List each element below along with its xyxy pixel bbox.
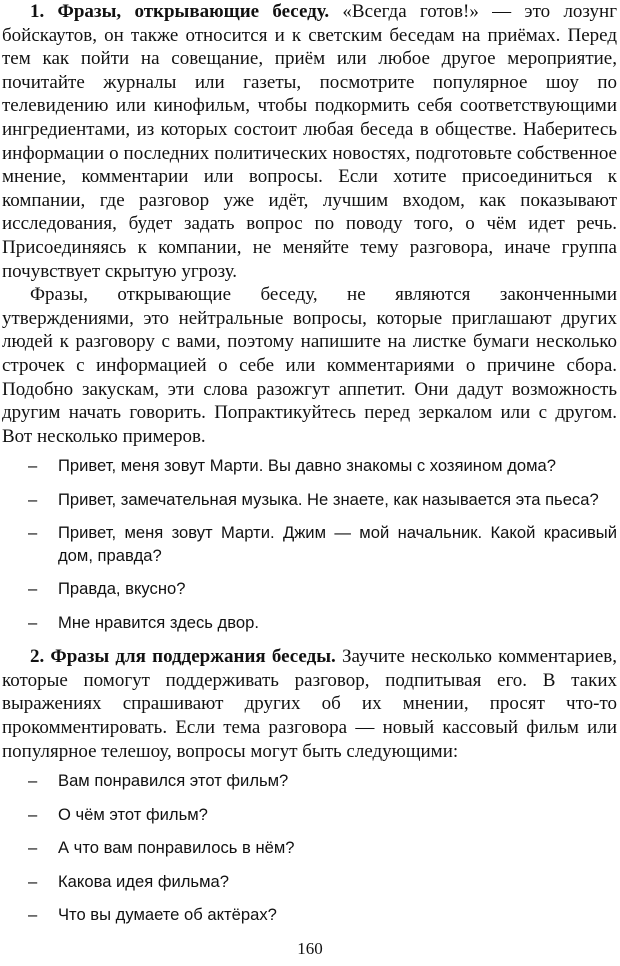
list-item-text: Что вы думаете об актёрах?	[58, 905, 277, 925]
section1-paragraph2: Фразы, открывающие беседу, не являются законченными утверждениями, это нейтральные вопросы, которые приглашают других людей к разговору с вами, поэтому напишите на листке бумаги несколько строчек с информацией о себе или комментариями о причине сбора. Подобно закускам, эти слова разожгут аппетит. Они дадут возможность другим начать говорить. Попрактикуйтесь перед зеркалом или с другом. Вот несколько примеров.	[2, 284, 617, 447]
dash-mark: –	[28, 612, 38, 632]
list-item-text: Мне нравится здесь двор.	[58, 612, 259, 632]
list-item-text: Привет, замечательная музыка. Не знаете, как называется эта пьеса?	[58, 489, 599, 509]
dash-mark: –	[28, 456, 38, 476]
dash-mark: –	[28, 804, 38, 824]
dash-mark: –	[28, 523, 38, 543]
section1-text1: «Всегда готов!» — это лозунг бойскаутов, он также относится и к светским беседам на приёмах. Перед тем как пойти на совещание, приём или любое другое мероприятие, почитайте журналы или газеты, посмотрите популярное шоу по телевидению или кинофильм, чтобы подкормить себя соответствующими ингредиентами, из которых состоит любая беседа в обществе. Наберитесь информации о последних политических новостях, подготовьте собственное мнение, комментарии или вопросы. Если хотите присоединиться к компании, где разговор уже идёт, лучшим входом, как показывают исследования, будет задать вопрос по поводу того, о чём идет речь. Присоединяясь к компании, не меняйте тему разговора, иначе группа почувствует скрытую угрозу.	[2, 1, 617, 282]
dash-mark: –	[28, 871, 38, 891]
dash-mark: –	[28, 771, 38, 791]
section2-text1: Заучите несколько комментариев, которые помогут поддерживать разговор, подпитывая его. В таких выражениях спрашивают других об их мнении, просят что-то прокомментировать. Если тема разговора — новый кассовый фильм или популярное телешоу, вопросы могут быть следующими:	[2, 646, 618, 762]
dash-mark: –	[28, 579, 38, 599]
list-item-text: А что вам понравилось в нём?	[58, 838, 295, 858]
dash-mark: –	[28, 838, 38, 858]
list-item-text: Вам понравился этот фильм?	[58, 771, 289, 791]
section1-heading: 1. Фразы, открывающие беседу.	[30, 1, 330, 22]
list-item	[2, 871, 617, 894]
section2-examples-list	[2, 770, 617, 927]
page-number: 160	[297, 939, 323, 958]
dash-mark: –	[28, 905, 38, 925]
list-item-text: Правда, вкусно?	[58, 579, 186, 599]
list-item	[2, 489, 617, 512]
list-item	[2, 804, 617, 827]
list-item-text: Привет, меня зовут Марти. Джим — мой начальник. Какой красивый дом, правда?	[58, 523, 617, 565]
section1-examples-list	[2, 455, 617, 634]
section2-heading: 2. Фразы для поддержания беседы.	[30, 646, 336, 668]
list-item-text: О чём этот фильм?	[58, 804, 208, 824]
list-item	[2, 770, 617, 793]
list-item-text: Привет, меня зовут Марти. Вы давно знакомы с хозяином дома?	[58, 456, 556, 476]
list-item	[2, 522, 617, 567]
list-item	[2, 455, 617, 478]
list-item	[2, 612, 617, 635]
dash-mark: –	[28, 489, 38, 509]
list-item	[2, 578, 617, 601]
list-item	[2, 837, 617, 860]
section2-paragraph1	[2, 645, 617, 763]
list-item	[2, 904, 617, 927]
list-item-text: Какова идея фильма?	[58, 871, 229, 891]
section1-paragraph1	[2, 0, 617, 283]
